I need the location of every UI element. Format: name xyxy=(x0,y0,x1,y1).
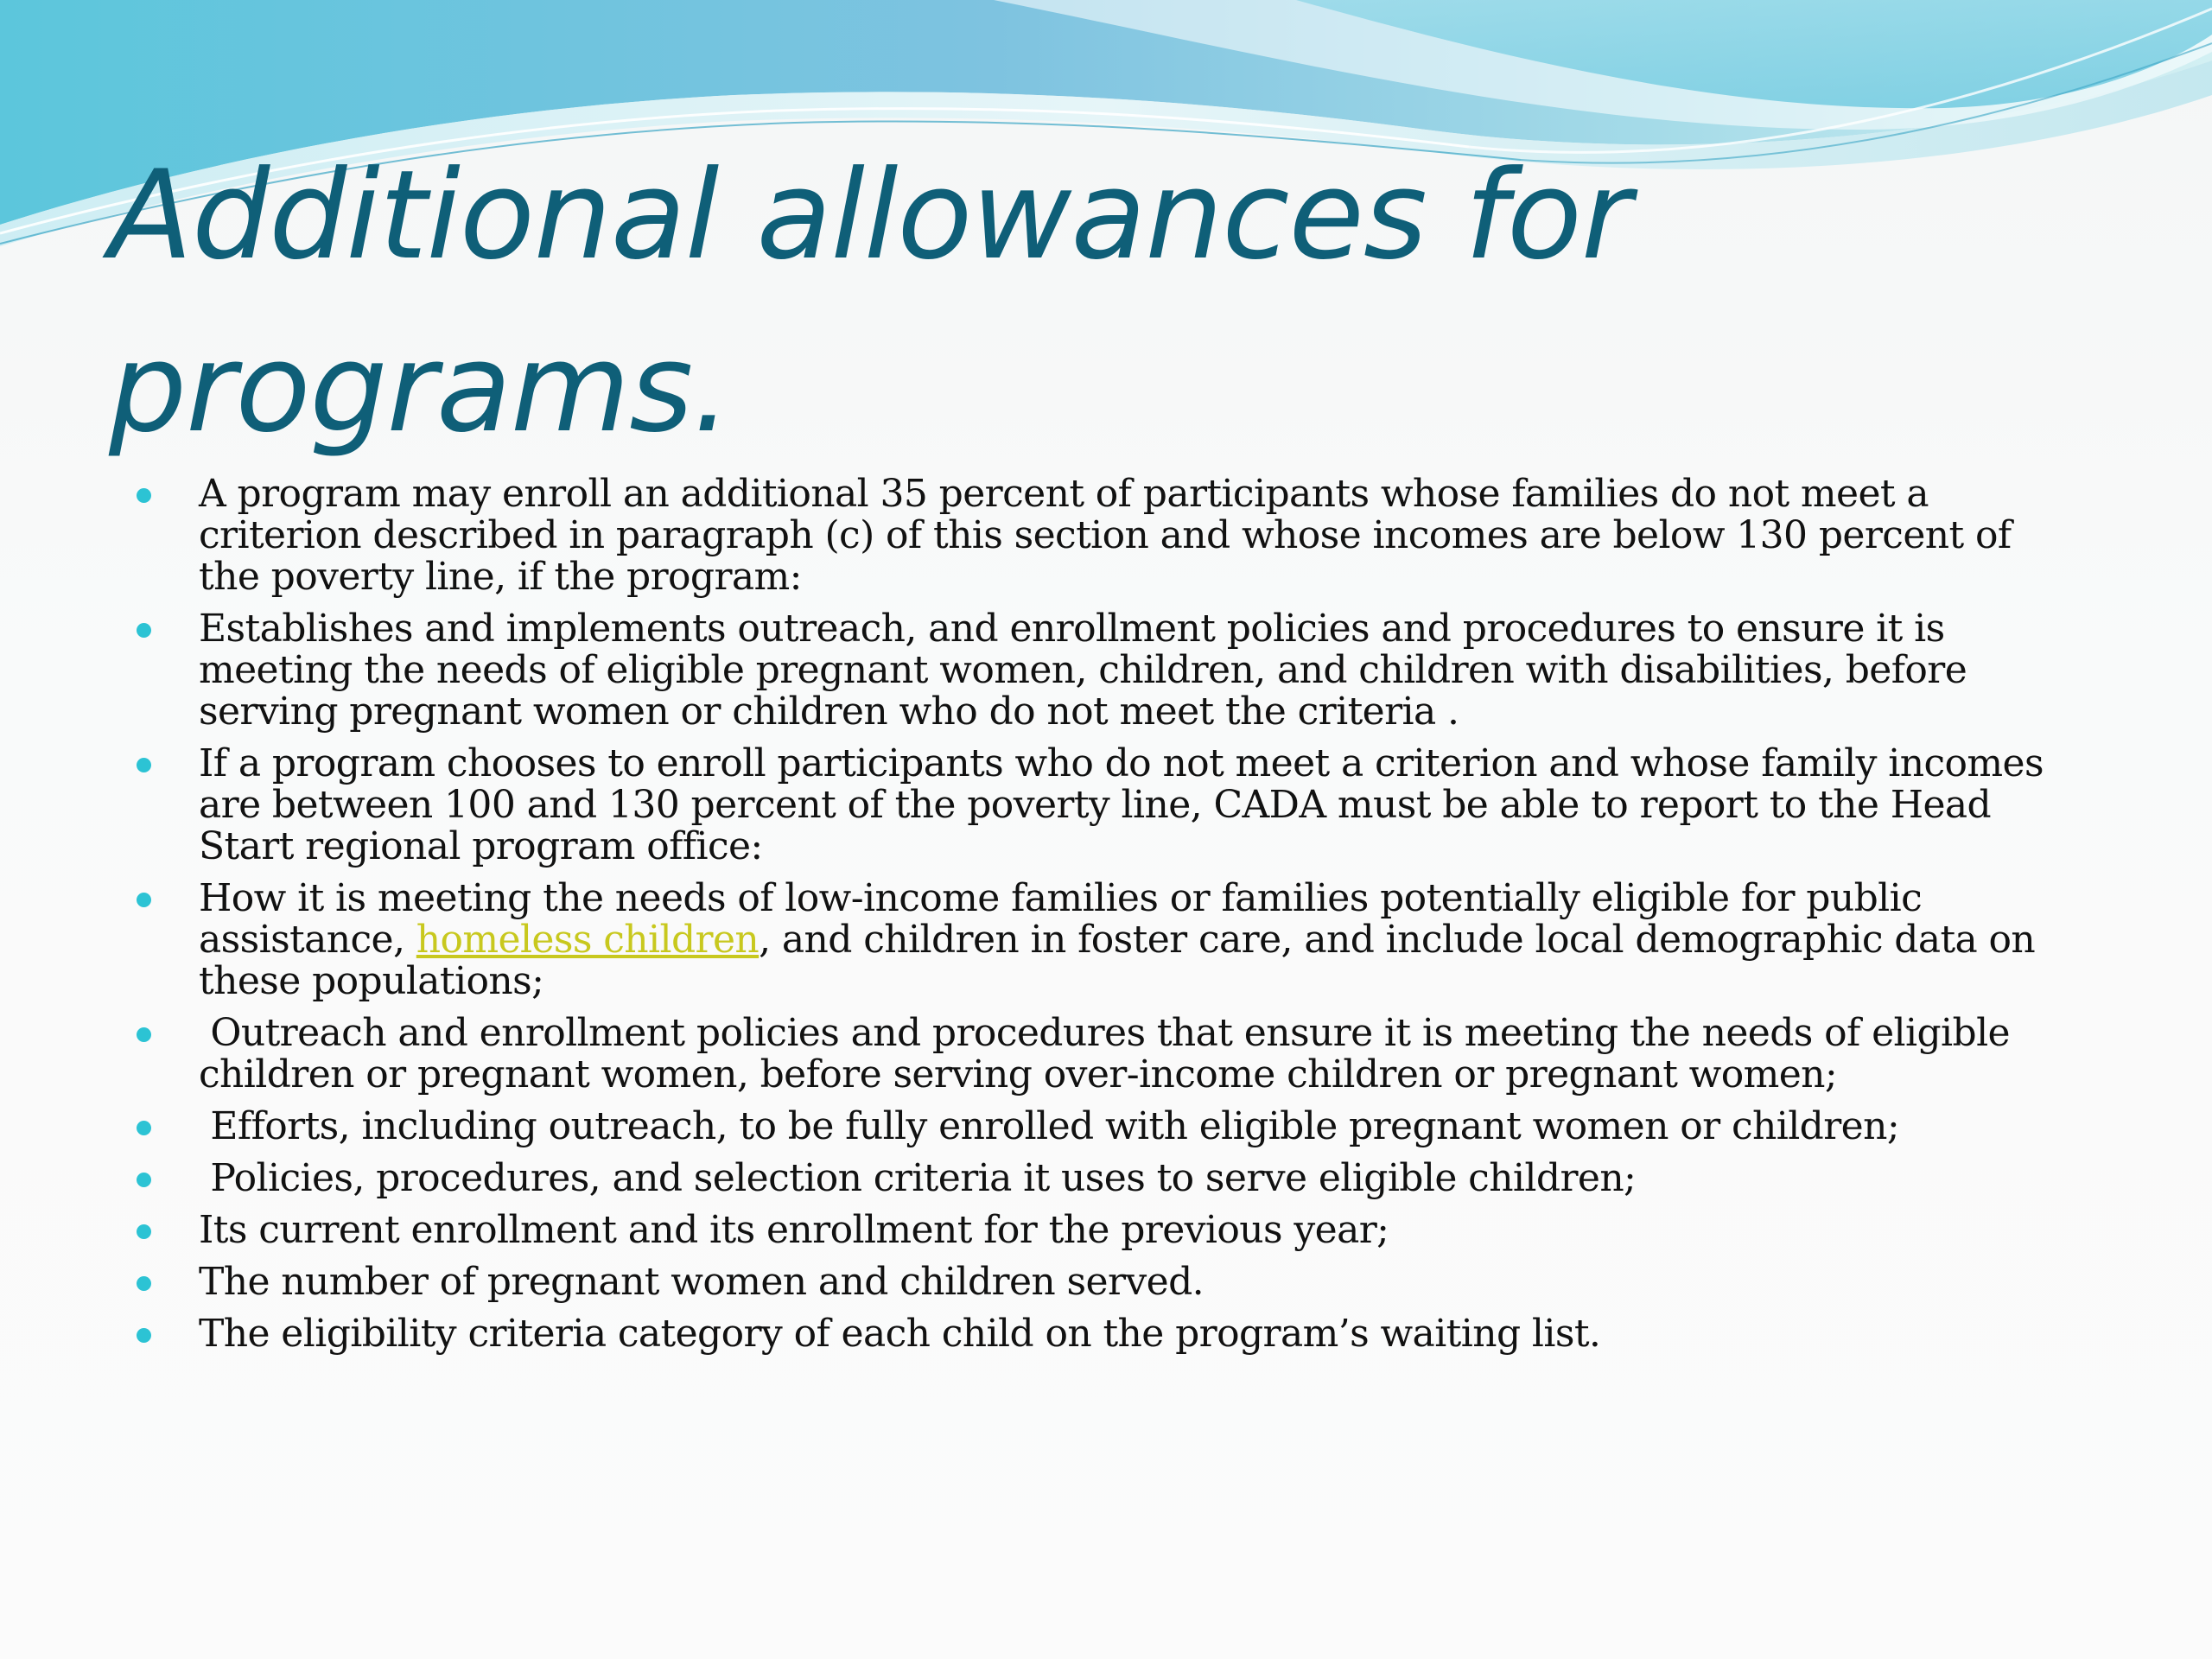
bullet-dot-icon xyxy=(137,623,151,638)
bullet-list xyxy=(0,474,2212,1365)
bullet-text: Policies, procedures, and selection criteria it uses to serve eligible children; xyxy=(199,1156,1637,1200)
bullet-dot-icon xyxy=(137,1276,151,1291)
bullet-item xyxy=(0,1210,2212,1251)
bullet-item xyxy=(0,608,2212,733)
bullet-text: Efforts, including outreach, to be fully enrolled with eligible pregnant women or children; xyxy=(199,1104,1900,1148)
bullet-dot-icon xyxy=(137,1027,151,1042)
bullet-text: The number of pregnant women and children served. xyxy=(199,1260,1205,1304)
bullet-dot-icon xyxy=(137,758,151,772)
bullet-dot-icon xyxy=(137,1224,151,1239)
bullet-item xyxy=(0,1262,2212,1303)
bullet-item xyxy=(0,1106,2212,1147)
bullet-dot-icon xyxy=(137,893,151,907)
bullet-text: Outreach and enrollment policies and procedures that ensure it is meeting the needs of eligible children or pregnant women, before serving over-income children or pregnant women; xyxy=(199,1011,2022,1096)
bullet-dot-icon xyxy=(137,488,151,503)
bullet-dot-icon xyxy=(137,1328,151,1343)
bullet-text-before-link: How it is meeting the needs of low-income families or families potentially eligible for public assistance, xyxy=(199,876,1923,962)
bullet-item xyxy=(0,878,2212,1002)
bullet-text: If a program chooses to enroll participants who do not meet a criterion and whose family incomes are between 100 and 130 percent of the poverty line, CADA must be able to report to the Head Start regional program office: xyxy=(199,741,2044,868)
bullet-text-after-link: , and children in foster care, and include local demographic data on these populations; xyxy=(199,918,2036,1003)
bullet-text: The eligibility criteria category of each child on the program’s waiting list. xyxy=(199,1312,1601,1356)
bullet-dot-icon xyxy=(137,1121,151,1135)
bullet-item xyxy=(0,1013,2212,1096)
bullet-item xyxy=(0,743,2212,868)
homeless-children-link[interactable]: homeless children xyxy=(416,918,760,962)
bullet-text: Establishes and implements outreach, and enrollment policies and procedures to ensure it is meeting the needs of eligible pregnant women, children, and children with disabilities, before serving pregnant women or children who do not meet the criteria . xyxy=(199,607,1967,734)
bullet-item xyxy=(0,1158,2212,1199)
bullet-text: A program may enroll an additional 35 percent of participants whose families do not meet a criterion described in paragraph (c) of this section and whose incomes are below 130 percent of the poverty line, if the program: xyxy=(199,472,2012,599)
bullet-dot-icon xyxy=(137,1173,151,1187)
bullet-item xyxy=(0,1313,2212,1355)
slide-title: Additional allowances for programs. xyxy=(109,144,1631,460)
bullet-item xyxy=(0,474,2212,598)
bullet-text: Its current enrollment and its enrollment for the previous year; xyxy=(199,1208,1389,1252)
